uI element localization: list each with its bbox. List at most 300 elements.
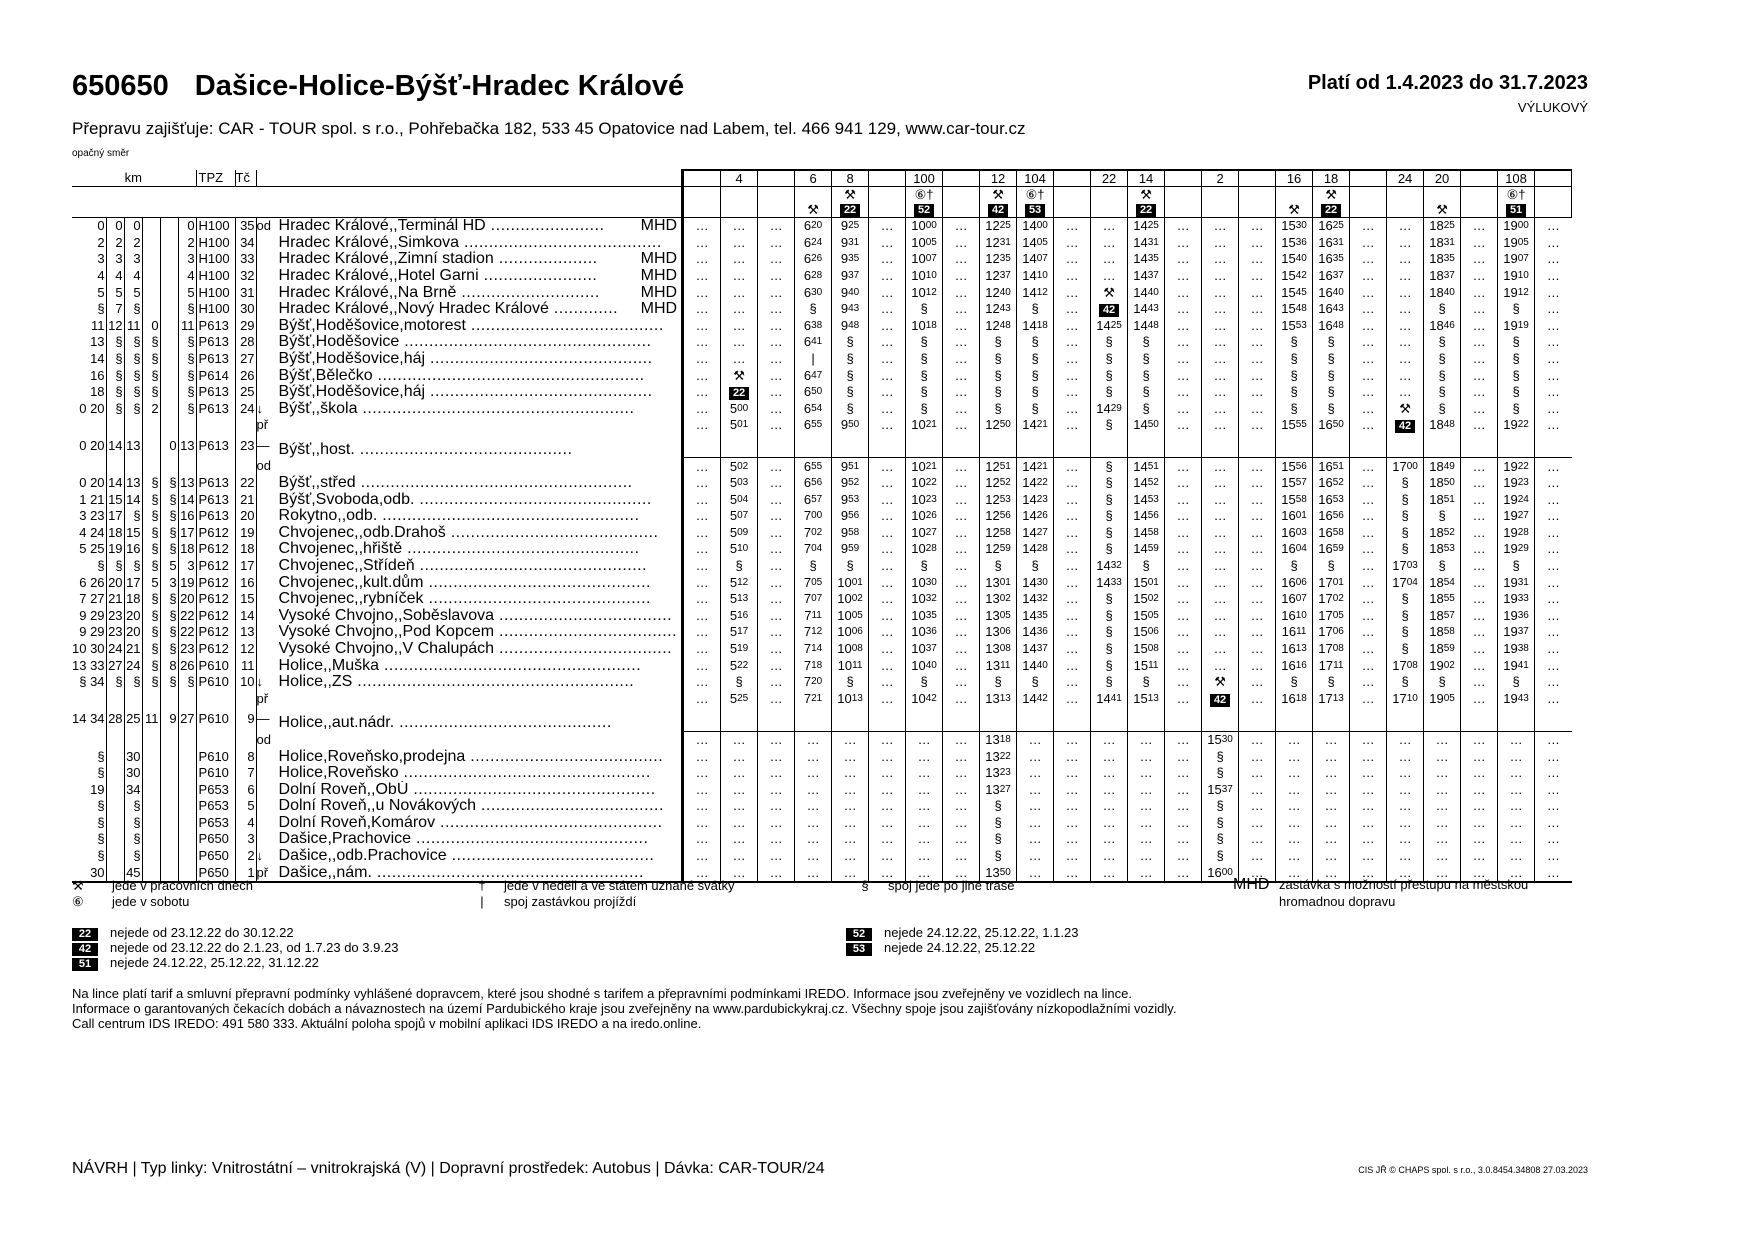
tpz-zone bbox=[196, 691, 235, 708]
departure-time: … bbox=[1498, 798, 1535, 815]
arr-dep-mark bbox=[256, 525, 279, 542]
stop-order: 20 bbox=[235, 508, 256, 525]
departure-time: … bbox=[1350, 491, 1387, 508]
departure-time: … bbox=[906, 731, 943, 748]
departure-time: … bbox=[721, 798, 758, 815]
stop-order: 14 bbox=[235, 608, 256, 625]
time-minutes: 12 bbox=[1517, 286, 1529, 298]
departure-time: … bbox=[1461, 491, 1498, 508]
departure-time: … bbox=[1276, 781, 1313, 798]
departure-time: $10^{37}$ bbox=[906, 641, 943, 658]
departure-time: … bbox=[1165, 574, 1202, 591]
departure-time: … bbox=[1165, 491, 1202, 508]
tpz-zone: H100 bbox=[196, 235, 235, 252]
time-minutes: 48 bbox=[999, 319, 1011, 331]
time-minutes: 02 bbox=[811, 526, 823, 538]
departure-time: … bbox=[1276, 815, 1313, 832]
leader-dots: .................................................. bbox=[398, 764, 651, 782]
departure-time: … bbox=[1239, 558, 1276, 575]
departure-time: … bbox=[1165, 748, 1202, 765]
time-minutes: 01 bbox=[999, 576, 1011, 588]
departure-time: … bbox=[869, 541, 906, 558]
stop-order: 35 bbox=[235, 218, 256, 235]
departure-time: § bbox=[1276, 384, 1313, 401]
tpz-zone: P612 bbox=[196, 624, 235, 641]
departure-time: … bbox=[1350, 831, 1387, 848]
departure-time: … bbox=[758, 541, 795, 558]
table-row bbox=[72, 574, 1572, 591]
departure-time: … bbox=[1054, 691, 1091, 708]
departure-time: § bbox=[1387, 541, 1424, 558]
time-minutes: 04 bbox=[811, 543, 823, 555]
stop-order: 19 bbox=[235, 525, 256, 542]
departure-time: … bbox=[869, 268, 906, 285]
km-value: 9 29 bbox=[72, 608, 106, 625]
tpz-zone: P613 bbox=[196, 491, 235, 508]
time-minutes: 53 bbox=[1147, 493, 1159, 505]
km-value: § bbox=[178, 351, 196, 368]
departure-time: § bbox=[1017, 301, 1054, 318]
departure-time: … bbox=[1165, 641, 1202, 658]
trip-number: 100 bbox=[906, 170, 943, 187]
departure-time: … bbox=[1239, 574, 1276, 591]
time-minutes: 58 bbox=[999, 526, 1011, 538]
table-row bbox=[72, 798, 1572, 815]
time-minutes: 13 bbox=[999, 692, 1011, 704]
departure-time: … bbox=[869, 657, 906, 674]
departure-time: … bbox=[1387, 367, 1424, 384]
departure-time: … bbox=[1128, 864, 1165, 882]
stop-name bbox=[279, 417, 683, 434]
departure-time: … bbox=[1546, 657, 1560, 673]
departure-time: … bbox=[943, 748, 980, 765]
departure-time: … bbox=[721, 334, 758, 351]
trip-marks bbox=[943, 187, 980, 218]
tpz-zone: P613 bbox=[196, 318, 235, 335]
departure-time: $15^{01}$ bbox=[1128, 574, 1165, 591]
departure-time: … bbox=[1461, 458, 1498, 475]
departure-time: … bbox=[1054, 674, 1091, 691]
km-value: § bbox=[178, 334, 196, 351]
table-row bbox=[72, 458, 1572, 475]
time-minutes: 05 bbox=[1332, 609, 1344, 621]
departure-time: … bbox=[1239, 401, 1276, 418]
stop-order: 2 bbox=[235, 848, 256, 865]
departure-time: … bbox=[1461, 251, 1498, 268]
tpz-zone: P613 bbox=[196, 384, 235, 401]
time-minutes: 50 bbox=[999, 866, 1011, 878]
leader-dots: ..................................... bbox=[475, 798, 664, 815]
departure-time: $17^{01}$ bbox=[1313, 574, 1350, 591]
time-minutes: 25 bbox=[999, 220, 1011, 232]
departure-time: … bbox=[1165, 284, 1202, 301]
trip-marks bbox=[1424, 187, 1461, 218]
departure-time: ⚒ bbox=[721, 367, 758, 384]
trip-number: 108 bbox=[1498, 170, 1535, 187]
departure-time: … bbox=[1546, 641, 1560, 657]
mhd-mark: MHD bbox=[640, 284, 678, 301]
departure-time: § bbox=[1128, 674, 1165, 691]
stop-name bbox=[279, 657, 683, 674]
departure-time: … bbox=[1546, 848, 1560, 864]
tpz-zone: P613 bbox=[196, 434, 235, 458]
time-minutes: 59 bbox=[999, 543, 1011, 555]
departure-time bbox=[906, 707, 943, 731]
departure-time: $12^{37}$ bbox=[980, 268, 1017, 285]
departure-time bbox=[1498, 707, 1535, 731]
departure-time: … bbox=[906, 848, 943, 865]
time-minutes: 27 bbox=[925, 526, 937, 538]
departure-time: § bbox=[1017, 558, 1054, 575]
departure-time: … bbox=[832, 864, 869, 882]
km-value: 5 bbox=[124, 284, 142, 301]
departure-time: § bbox=[1128, 558, 1165, 575]
departure-time: $14^{36}$ bbox=[1017, 624, 1054, 641]
km-value bbox=[72, 731, 106, 748]
departure-time: … bbox=[721, 731, 758, 748]
trip-marks bbox=[1128, 187, 1165, 218]
trip-mark: ⑥† bbox=[914, 187, 934, 202]
trip-marks bbox=[1239, 187, 1276, 218]
departure-time bbox=[1091, 434, 1128, 458]
departure-time: $15^{48}$ bbox=[1276, 301, 1313, 318]
departure-time: $7^{04}$ bbox=[795, 541, 832, 558]
departure-time bbox=[1313, 434, 1350, 458]
time-minutes: 02 bbox=[737, 460, 749, 472]
stop-name bbox=[279, 641, 683, 658]
departure-time: … bbox=[1128, 781, 1165, 798]
departure-time: … bbox=[943, 334, 980, 351]
time-minutes: 58 bbox=[848, 526, 860, 538]
departure-time: $6^{47}$ bbox=[795, 367, 832, 384]
departure-time: … bbox=[943, 848, 980, 865]
km-value: 17 bbox=[178, 525, 196, 542]
departure-time: $10^{32}$ bbox=[906, 591, 943, 608]
departure-time: … bbox=[1387, 268, 1424, 285]
km-value: § bbox=[124, 831, 142, 848]
arr-dep-mark bbox=[256, 541, 279, 558]
time-minutes: 02 bbox=[1443, 659, 1455, 671]
departure-time: … bbox=[1461, 351, 1498, 368]
departure-time: … bbox=[869, 798, 906, 815]
departure-time: $10^{18}$ bbox=[906, 318, 943, 335]
time-minutes: 35 bbox=[999, 253, 1011, 265]
departure-time: $17^{02}$ bbox=[1313, 591, 1350, 608]
time-minutes: 05 bbox=[811, 576, 823, 588]
time-minutes: 17 bbox=[737, 626, 749, 638]
departure-time: § bbox=[1313, 384, 1350, 401]
time-minutes: 25 bbox=[848, 220, 860, 232]
departure-time: … bbox=[1017, 831, 1054, 848]
arr-dep-mark bbox=[256, 624, 279, 641]
departure-time: … bbox=[906, 831, 943, 848]
departure-time: … bbox=[758, 641, 795, 658]
km-value: § bbox=[160, 541, 178, 558]
departure-time: … bbox=[1054, 831, 1091, 848]
departure-time: … bbox=[869, 864, 906, 882]
tpz-zone: P613 bbox=[196, 351, 235, 368]
km-value: 3 bbox=[160, 574, 178, 591]
departure-time bbox=[1461, 434, 1498, 458]
time-minutes: 25 bbox=[737, 692, 749, 704]
departure-time: $9^{40}$ bbox=[832, 284, 869, 301]
departure-time: … bbox=[1202, 508, 1239, 525]
time-minutes: 53 bbox=[848, 493, 860, 505]
departure-time: … bbox=[869, 815, 906, 832]
departure-time: $18^{35}$ bbox=[1424, 251, 1461, 268]
departure-time: … bbox=[1461, 731, 1498, 748]
time-minutes: 59 bbox=[1443, 643, 1455, 655]
km-header: km bbox=[72, 170, 196, 187]
km-value bbox=[178, 848, 196, 865]
km-value bbox=[106, 765, 124, 782]
time-minutes: 35 bbox=[1147, 253, 1159, 265]
time-minutes: 05 bbox=[1147, 609, 1159, 621]
departure-time: … bbox=[1202, 657, 1239, 674]
departure-time: § bbox=[1128, 351, 1165, 368]
departure-time: … bbox=[1350, 558, 1387, 575]
time-minutes: 37 bbox=[1036, 643, 1048, 655]
departure-time: $18^{59}$ bbox=[1424, 641, 1461, 658]
footnote-code: 22 bbox=[840, 204, 860, 217]
departure-time: $15^{08}$ bbox=[1128, 641, 1165, 658]
departure-time: … bbox=[1461, 284, 1498, 301]
stop-name-text: Býšť,,host. bbox=[278, 440, 355, 458]
departure-time: … bbox=[1239, 235, 1276, 252]
departure-time: $6^{28}$ bbox=[795, 268, 832, 285]
departure-time: … bbox=[1498, 815, 1535, 832]
departure-time: … bbox=[1546, 674, 1560, 690]
stop-name bbox=[279, 525, 683, 542]
km-value bbox=[178, 748, 196, 765]
leader-dots: ................................... bbox=[494, 640, 673, 658]
departure-time: … bbox=[1424, 781, 1461, 798]
tpz-zone: P610 bbox=[196, 707, 235, 731]
departure-time: $5^{19}$ bbox=[721, 641, 758, 658]
departure-time: $9^{35}$ bbox=[832, 251, 869, 268]
departure-time: … bbox=[1461, 301, 1498, 318]
departure-time: $12^{48}$ bbox=[980, 318, 1017, 335]
departure-time: … bbox=[1128, 765, 1165, 782]
departure-time: … bbox=[943, 798, 980, 815]
departure-time: … bbox=[869, 384, 906, 401]
departure-time: $17^{04}$ bbox=[1387, 574, 1424, 591]
departure-time: $16^{37}$ bbox=[1313, 268, 1350, 285]
departure-time: $14^{23}$ bbox=[1017, 491, 1054, 508]
departure-time: § bbox=[1424, 367, 1461, 384]
departure-time: … bbox=[1535, 864, 1572, 882]
stop-name-text: Dašice,,odb.Prachovice bbox=[278, 847, 447, 865]
departure-time: $18^{53}$ bbox=[1424, 541, 1461, 558]
table-row bbox=[72, 384, 1572, 401]
departure-time: $14^{18}$ bbox=[1017, 318, 1054, 335]
departure-time: … bbox=[1239, 674, 1276, 691]
departure-time: $12^{52}$ bbox=[980, 475, 1017, 492]
stop-order bbox=[235, 731, 256, 748]
departure-time: … bbox=[943, 657, 980, 674]
time-minutes: 21 bbox=[925, 419, 937, 431]
departure-time: … bbox=[795, 781, 832, 798]
trip-marks bbox=[1313, 187, 1350, 218]
km-value bbox=[160, 831, 178, 848]
time-minutes: 54 bbox=[811, 402, 823, 414]
departure-time: … bbox=[795, 815, 832, 832]
departure-time: $16^{13}$ bbox=[1276, 641, 1313, 658]
km-value bbox=[142, 458, 160, 475]
departure-time: … bbox=[1128, 831, 1165, 848]
km-value: 4 bbox=[106, 268, 124, 285]
departure-time: $19^{05}$ bbox=[1498, 235, 1535, 252]
departure-time: $15^{02}$ bbox=[1128, 591, 1165, 608]
departure-time: $16^{48}$ bbox=[1313, 318, 1350, 335]
departure-time: § bbox=[1424, 401, 1461, 418]
footnote-code: 53 bbox=[1025, 204, 1045, 217]
trip-marks bbox=[758, 187, 795, 218]
leader-dots: ........................................................ bbox=[352, 673, 635, 691]
km-value: § 34 bbox=[72, 674, 106, 691]
departure-time: … bbox=[869, 475, 906, 492]
departure-time: … bbox=[1350, 657, 1387, 674]
departure-time: $10^{06}$ bbox=[832, 624, 869, 641]
stop-name bbox=[279, 781, 683, 798]
departure-time: … bbox=[683, 218, 721, 235]
stop-name-text: Rokytno,,odb. bbox=[278, 508, 378, 525]
departure-time: $16^{50}$ bbox=[1313, 417, 1350, 434]
table-row bbox=[72, 434, 1572, 458]
time-minutes: 07 bbox=[811, 593, 823, 605]
departure-time: … bbox=[1202, 641, 1239, 658]
copyright: CIS JŘ © CHAPS spol. s r.o., 3.0.8454.34808 27.03.2023 bbox=[1358, 1165, 1588, 1175]
departure-time: … bbox=[943, 318, 980, 335]
trip-marks bbox=[1202, 187, 1239, 218]
departure-time: $14^{40}$ bbox=[1017, 657, 1054, 674]
arr-dep-mark bbox=[256, 558, 279, 575]
departure-time: $14^{42}$ bbox=[1017, 691, 1054, 708]
departure-time: … bbox=[1546, 384, 1560, 400]
departure-time: $14^{35}$ bbox=[1128, 251, 1165, 268]
stop-order: 8 bbox=[235, 748, 256, 765]
departure-time: … bbox=[1054, 864, 1091, 882]
departure-time: $10^{28}$ bbox=[906, 541, 943, 558]
page-title bbox=[72, 70, 684, 103]
leader-dots: ......................................... bbox=[446, 847, 655, 865]
km-value: § bbox=[124, 401, 142, 418]
departure-time: $14^{21}$ bbox=[1017, 458, 1054, 475]
departure-time: $14^{59}$ bbox=[1128, 541, 1165, 558]
departure-time: … bbox=[1054, 384, 1091, 401]
time-minutes: 50 bbox=[811, 386, 823, 398]
departure-time: … bbox=[683, 641, 721, 658]
trip-number: 14 bbox=[1128, 170, 1165, 187]
departure-time: … bbox=[1387, 781, 1424, 798]
departure-time: … bbox=[1202, 591, 1239, 608]
stop-name bbox=[279, 318, 683, 335]
time-minutes: 11 bbox=[811, 609, 822, 621]
arr-dep-mark: — bbox=[256, 437, 270, 453]
departure-time: § bbox=[1091, 475, 1128, 492]
departure-time bbox=[832, 434, 869, 458]
departure-time: … bbox=[1461, 748, 1498, 765]
departure-time: $14^{27}$ bbox=[1017, 525, 1054, 542]
departure-time: … bbox=[1350, 284, 1387, 301]
km-value: § bbox=[142, 674, 160, 691]
departure-time: § bbox=[832, 367, 869, 384]
stop-order: 33 bbox=[235, 251, 256, 268]
km-value: 19 bbox=[106, 541, 124, 558]
stop-name-text: Dašice,Prachovice bbox=[278, 831, 412, 848]
time-minutes: 40 bbox=[1332, 286, 1344, 298]
departure-time: $18^{25}$ bbox=[1424, 218, 1461, 235]
departure-time: § bbox=[1424, 508, 1461, 525]
km-value: 4 bbox=[178, 268, 196, 285]
departure-time: $10^{10}$ bbox=[906, 268, 943, 285]
time-minutes: 10 bbox=[737, 543, 749, 555]
tpz-zone bbox=[196, 458, 235, 475]
departure-time: … bbox=[1276, 731, 1313, 748]
departure-time: … bbox=[1239, 367, 1276, 384]
footnote-code: 42 bbox=[72, 943, 98, 956]
km-value: 5 bbox=[142, 574, 160, 591]
time-minutes: 10 bbox=[925, 270, 937, 282]
call-centre-note: Call centrum IDS IREDO: 491 580 333. Aktuální poloha spojů v mobilní aplikaci IDS IREDO a na iredo.online. bbox=[72, 1016, 702, 1031]
departure-time: $12^{58}$ bbox=[980, 525, 1017, 542]
footnote-code: 22 bbox=[1321, 204, 1341, 217]
departure-time: … bbox=[721, 781, 758, 798]
km-value: 3 bbox=[178, 558, 196, 575]
departure-time: … bbox=[943, 574, 980, 591]
departure-time bbox=[1387, 707, 1424, 731]
departure-time bbox=[1276, 434, 1313, 458]
km-value bbox=[106, 815, 124, 832]
departure-time: $15^{30}$ bbox=[1276, 218, 1313, 235]
direction-label: opačný směr bbox=[72, 148, 130, 159]
km-value bbox=[160, 748, 178, 765]
departure-time: … bbox=[1054, 508, 1091, 525]
departure-time: … bbox=[795, 864, 832, 882]
departure-time: … bbox=[1276, 864, 1313, 882]
departure-time: $9^{25}$ bbox=[832, 218, 869, 235]
km-value: 14 bbox=[124, 491, 142, 508]
departure-time: … bbox=[721, 251, 758, 268]
km-value: 2 bbox=[72, 235, 106, 252]
departure-time: … bbox=[1202, 284, 1239, 301]
departure-time: … bbox=[906, 864, 943, 882]
departure-time: … bbox=[943, 765, 980, 782]
departure-time: $16^{56}$ bbox=[1313, 508, 1350, 525]
km-value: 28 bbox=[106, 707, 124, 731]
time-minutes: 58 bbox=[1295, 493, 1307, 505]
arr-dep-mark bbox=[256, 334, 279, 351]
departure-time: § bbox=[1498, 558, 1535, 575]
arr-dep-mark bbox=[256, 815, 279, 832]
departure-time: § bbox=[1424, 384, 1461, 401]
departure-time: … bbox=[758, 301, 795, 318]
departure-time: … bbox=[1165, 815, 1202, 832]
departure-time: … bbox=[1461, 525, 1498, 542]
stop-order: 26 bbox=[235, 367, 256, 384]
km-value: § bbox=[72, 831, 106, 848]
departure-time: … bbox=[1498, 765, 1535, 782]
departure-time: $14^{43}$ bbox=[1128, 301, 1165, 318]
time-minutes: 11 bbox=[1296, 626, 1307, 638]
departure-time: $12^{43}$ bbox=[980, 301, 1017, 318]
departure-time: § bbox=[1128, 401, 1165, 418]
departure-time: … bbox=[1350, 691, 1387, 708]
departure-time: … bbox=[1239, 218, 1276, 235]
departure-time: … bbox=[1546, 301, 1560, 317]
departure-time: … bbox=[1424, 748, 1461, 765]
departure-time: $12^{59}$ bbox=[980, 541, 1017, 558]
